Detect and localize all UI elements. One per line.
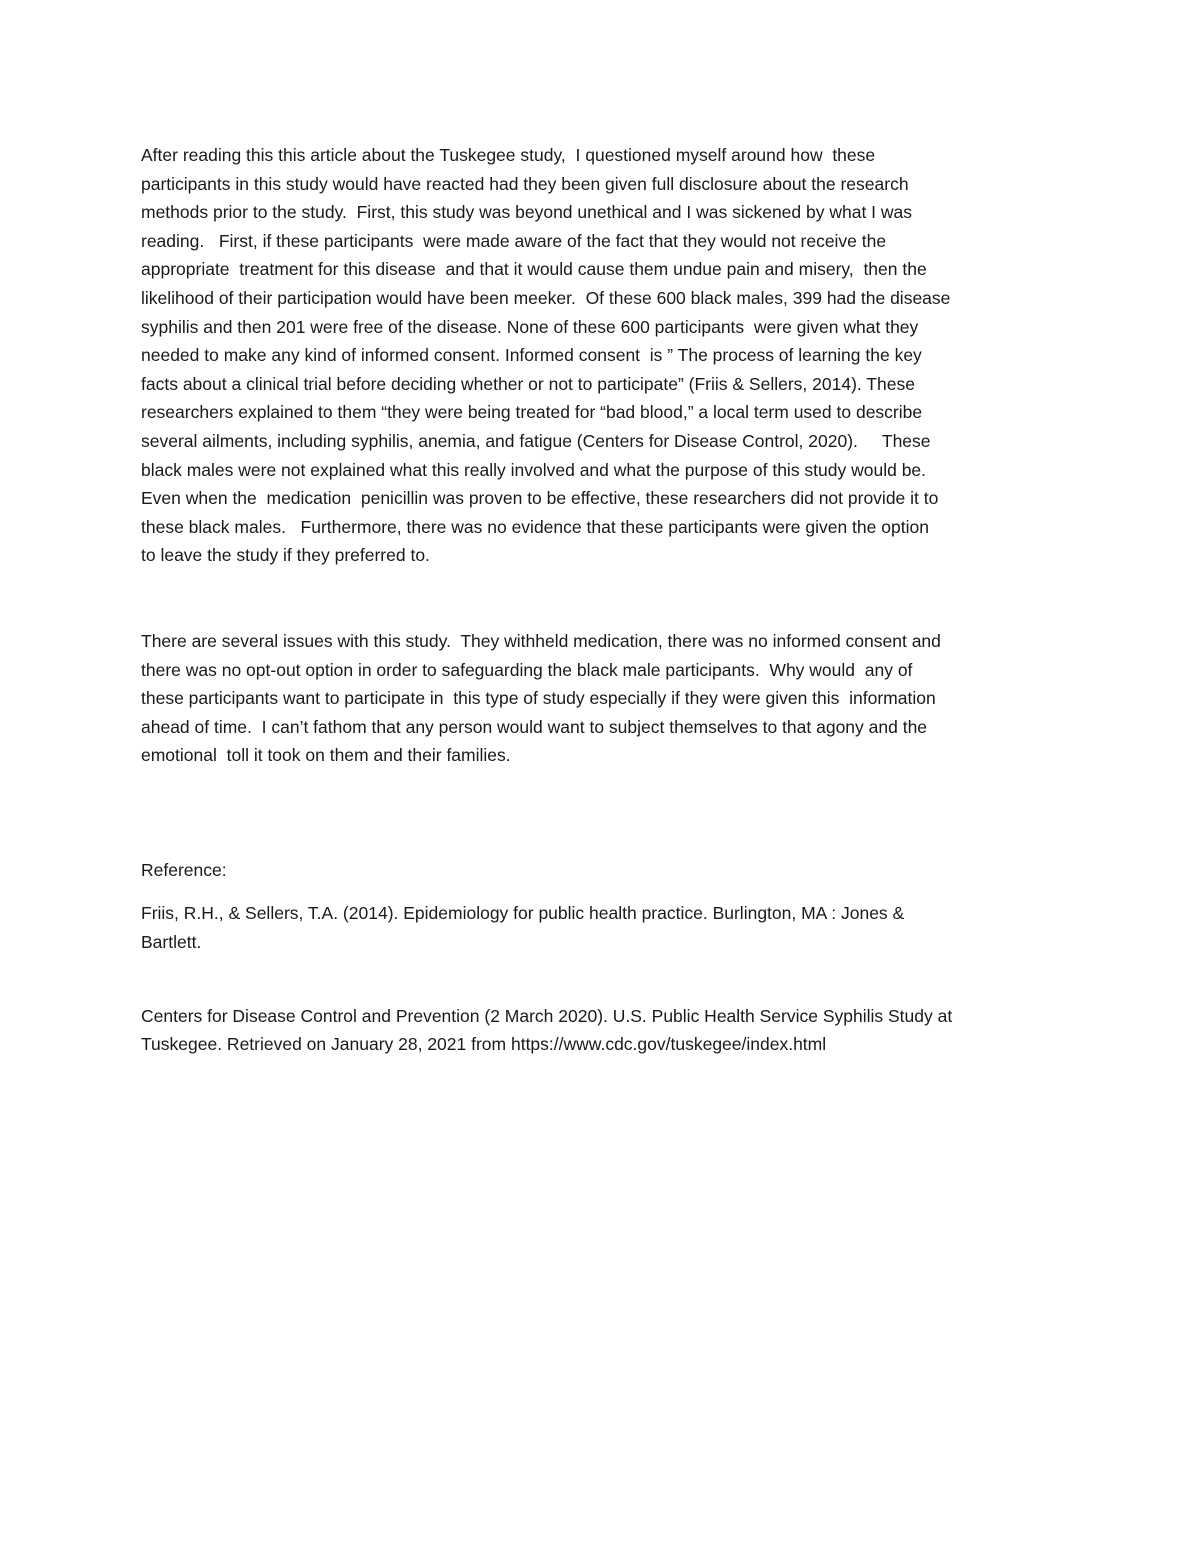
reference-spacer [141,884,1061,899]
paragraph-line: methods prior to the study. First, this study was beyond unethical and I was sickened by what I was [141,202,913,223]
paragraph-line: appropriate treatment for this disease and that it would cause them undue pain and misery, then the [141,259,927,280]
paragraph-line: reading. First, if these participants were made aware of the fact that they would not receive the [141,230,887,251]
references-heading: Reference: [141,859,227,880]
reference-entry-2 [141,1002,1061,1059]
reference-line: Tuskegee. Retrieved on January 28, 2021 from https://www.cdc.gov/tuskegee/index.html [141,1034,827,1055]
reference-line: Bartlett. [141,932,202,953]
document-body [141,141,1061,1059]
paragraph-line: Even when the medication penicillin was proven to be effective, these researchers did not provide it to [141,488,939,509]
paragraph-line: participants in this study would have reacted had they been given full disclosure about the research [141,173,909,194]
paragraph-line: to leave the study if they preferred to. [141,545,430,566]
paragraph-line: syphilis and then 201 were free of the disease. None of these 600 participants were given what they [141,316,919,337]
paragraph-line: After reading this this article about the Tuskegee study, I questioned myself around how these [141,145,876,165]
references-section [141,856,1061,1059]
paragraph-line: researchers explained to them “they were being treated for “bad blood,” a local term used to describe [141,402,923,423]
paragraph-line: facts about a clinical trial before deciding whether or not to participate” (Friis & Sellers, 2014). These [141,373,915,394]
paragraph-line: emotional toll it took on them and their families. [141,745,511,766]
reference-line: Friis, R.H., & Sellers, T.A. (2014). Epidemiology for public health practice. Burlington, MA : Jones & [141,903,905,924]
paragraph-spacer [141,570,1061,627]
paragraph-line: black males were not explained what this really involved and what the purpose of this study would be. [141,459,927,480]
reference-entry-1 [141,899,1061,956]
paragraph-line: ahead of time. I can’t fathom that any person would want to subject themselves to that agony and the [141,716,928,737]
paragraph-line: likelihood of their participation would have been meeker. Of these 600 black males, 399 had the disease [141,287,951,308]
section-spacer [141,770,1061,856]
paragraph-line: There are several issues with this study. They withheld medication, there was no informed consent and [141,630,941,651]
paragraph-line: these participants want to participate in this type of study especially if they were given this information [141,688,936,709]
reference-spacer [141,957,1061,1002]
paragraph-2 [141,627,1061,770]
paragraph-line: there was no opt-out option in order to safeguarding the black male participants. Why would any of [141,659,913,680]
paragraph-line: these black males. Furthermore, there was no evidence that these participants were given the option [141,516,929,537]
paragraph-line: several ailments, including syphilis, anemia, and fatigue (Centers for Disease Control, 2020). These [141,430,931,451]
reference-line: Centers for Disease Control and Prevention (2 March 2020). U.S. Public Health Service Syphilis Study at [141,1005,953,1026]
paragraph-line: needed to make any kind of informed consent. Informed consent is ” The process of learning the key [141,345,922,366]
paragraph-1 [141,141,1061,570]
